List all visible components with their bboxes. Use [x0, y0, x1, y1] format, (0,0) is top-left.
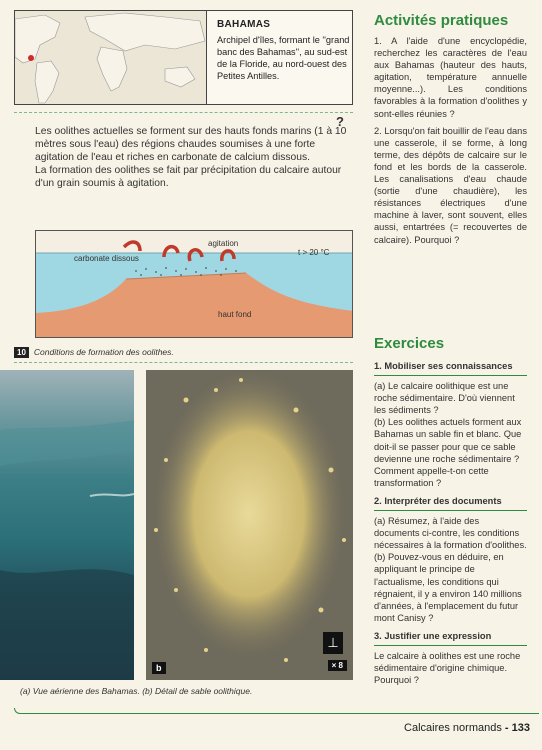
figure-caption-text: Conditions de formation des oolithes. [33, 347, 174, 357]
agitation-label: agitation [208, 239, 239, 248]
exercice-2a: (a) Résumez, à l'aide des documents ci-contre, les conditions nécessaires à la formation d'oolithes. [374, 516, 527, 551]
haut-fond-label: haut fond [218, 310, 252, 319]
bahamas-location-marker [28, 55, 34, 61]
bahamas-map-box [14, 10, 353, 105]
intro-text [35, 125, 355, 190]
exercice-1-heading: 1. Mobiliser ses connaissances [374, 361, 513, 371]
photo-b-badge: b [152, 662, 166, 674]
divider [14, 112, 353, 113]
question-mark: ? [336, 114, 344, 129]
intro-paragraph-1: Les oolithes actuelles se forment sur des hauts fonds marins (1 à 10 mètres sous l'eau) des régions chaudes soumises à une forte agitation de l'eau et riches en carbonate de calcium dissous. [35, 126, 347, 163]
page-footer [404, 722, 530, 734]
bahamas-title: BAHAMAS [217, 19, 271, 30]
footer-separator: - [504, 722, 509, 734]
microscope-icon: ⊥ [323, 632, 343, 654]
exercice-2b: (b) Pouvez-vous en déduire, en appliquant le principe de l'actualisme, les conditions qui régnaient, il y a environ 140 millions d'années, à l'emplacement du futur mont Canisy ? [374, 552, 522, 623]
chapter-title: Calcaires normands [404, 722, 502, 734]
magnification-badge: × 8 [328, 660, 347, 671]
figure-number: 10 [14, 347, 29, 358]
aerial-photo-svg [0, 370, 134, 680]
exercice-1a: (a) Le calcaire oolithique est une roche sédimentaire. D'où viennent les sédiments ? [374, 381, 515, 416]
temperature-label: t > 20 °C [298, 248, 330, 257]
bahamas-description: Archipel d'îles, formant le ''grand banc des Bahamas'', au sud-est de la Floride, au nord-ouest des Petites Antilles. [217, 35, 350, 81]
oolitic-sand-photo [146, 370, 353, 680]
exercice-1b: (b) Les oolithes actuels forment aux Bahamas un sable fin et blanc. Que doit-il se passer pour que ce sable devienne une roche sédimentaire ? Comment appelle-t-on cette transformation ? [374, 417, 522, 488]
activites-title: Activités pratiques [374, 12, 509, 29]
divider [374, 645, 527, 646]
world-map-svg [15, 11, 207, 104]
exercices-title: Exercices [374, 335, 445, 352]
world-map [15, 11, 207, 104]
oolite-formation-diagram [35, 230, 353, 338]
divider [374, 375, 527, 376]
divider [14, 362, 353, 363]
exercice-2-heading: 2. Interpréter des documents [374, 495, 502, 506]
divider [374, 510, 527, 511]
bahamas-info [217, 19, 352, 82]
footer-rule [14, 708, 539, 714]
activite-2: 2. Lorsqu'on fait bouillir de l'eau dans une casserole, il se forme, à long terme, des dépôts de calcaire sur le fond et les bords de la casserole. Les canalisations d'eau chaude (sortie d'une chaudière), les résistances électriques d'une machine à laver, sont souvent, elles aussi, entartrées (= recouvertes de calcaire). Pourquoi ? [374, 125, 527, 245]
aerial-photo-bahamas [0, 370, 134, 680]
page-number: 133 [511, 722, 530, 734]
exercices-body [374, 357, 527, 692]
exercice-2 [374, 495, 527, 624]
intro-paragraph-2: La formation des oolithes se fait par précipitation du calcaire autour d'un grain soumis à agitation. [35, 165, 342, 189]
sand-photo-svg [146, 370, 353, 680]
activites-body [374, 35, 527, 251]
carbonate-label: carbonate dissous [74, 254, 139, 263]
activite-1: 1. A l'aide d'une encyclopédie, recherchez les caractères de l'eau aux Bahamas (hauteur des hauts, agitation, température annuelle moyenne...). Les conditions favorables à la formation d'oolithes y sont-elles réunies ? [374, 36, 527, 119]
exercice-3 [374, 630, 527, 686]
diagram-svg [36, 231, 353, 338]
exercice-1 [374, 360, 527, 489]
photo-caption: (a) Vue aérienne des Bahamas. (b) Détail de sable oolithique. [20, 686, 253, 696]
exercice-3a: Le calcaire à oolithes est une roche sédimentaire d'origine chimique. Pourquoi ? [374, 650, 521, 686]
figure-caption [14, 347, 174, 358]
exercice-3-heading: 3. Justifier une expression [374, 630, 492, 641]
